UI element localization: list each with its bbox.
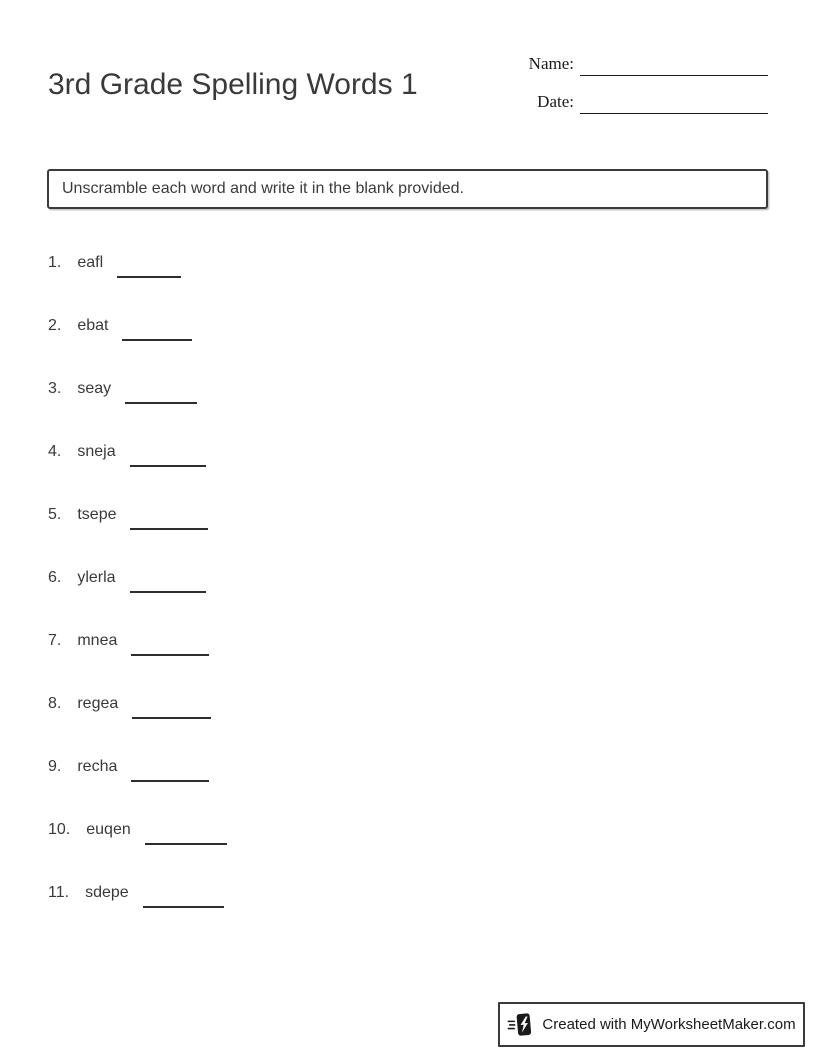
scrambled-word: tsepe [77, 506, 117, 523]
item-number: 5. [48, 506, 62, 523]
item-number: 6. [48, 569, 62, 586]
name-date-block [518, 50, 768, 114]
scrambled-word: seay [77, 380, 112, 397]
answer-blank-line [131, 634, 209, 656]
item-number: 4. [48, 443, 62, 460]
list-item [48, 379, 776, 399]
answer-blank-line [130, 445, 206, 467]
footer-credit-box [498, 1002, 805, 1047]
answer-blank-line [122, 319, 191, 341]
scrambled-word: ebat [77, 317, 109, 334]
name-label: Name: [528, 54, 574, 73]
item-number: 7. [48, 632, 62, 649]
answer-blank-line [131, 760, 209, 782]
list-item [48, 442, 776, 462]
list-item [48, 757, 776, 777]
word-list [48, 253, 776, 946]
scrambled-word: sdepe [85, 884, 129, 901]
date-label: Date: [537, 92, 574, 111]
answer-blank-line [117, 256, 181, 278]
list-item [48, 253, 776, 273]
scrambled-word: recha [77, 758, 118, 775]
answer-blank-line [125, 382, 197, 404]
worksheetmaker-logo-icon [507, 1011, 534, 1038]
date-row [518, 88, 768, 114]
item-number: 3. [48, 380, 62, 397]
answer-blank-line [132, 697, 211, 719]
list-item [48, 631, 776, 651]
answer-blank-line [130, 571, 206, 593]
list-item [48, 820, 776, 840]
scrambled-word: sneja [77, 443, 116, 460]
list-item [48, 568, 776, 588]
answer-blank-line [130, 508, 207, 530]
scrambled-word: ylerla [77, 569, 116, 586]
answer-blank-line [145, 823, 228, 845]
list-item [48, 316, 776, 336]
item-number: 11. [48, 884, 70, 901]
scrambled-word: eafl [77, 254, 104, 271]
date-blank-line [580, 88, 768, 114]
item-number: 8. [48, 695, 62, 712]
instruction-box [47, 169, 768, 209]
instruction-text: Unscramble each word and write it in the blank provided. [62, 180, 464, 197]
list-item [48, 883, 776, 903]
list-item [48, 694, 776, 714]
item-number: 1. [48, 254, 62, 271]
page-title: 3rd Grade Spelling Words 1 [48, 68, 418, 102]
item-number: 10. [48, 821, 71, 838]
item-number: 2. [48, 317, 62, 334]
scrambled-word: euqen [86, 821, 131, 838]
scrambled-word: regea [77, 695, 119, 712]
item-number: 9. [48, 758, 62, 775]
name-blank-line [580, 50, 768, 76]
footer-credit-text: Created with MyWorksheetMaker.com [542, 1016, 796, 1033]
list-item [48, 505, 776, 525]
name-row [518, 50, 768, 76]
scrambled-word: mnea [77, 632, 118, 649]
answer-blank-line [143, 886, 225, 908]
